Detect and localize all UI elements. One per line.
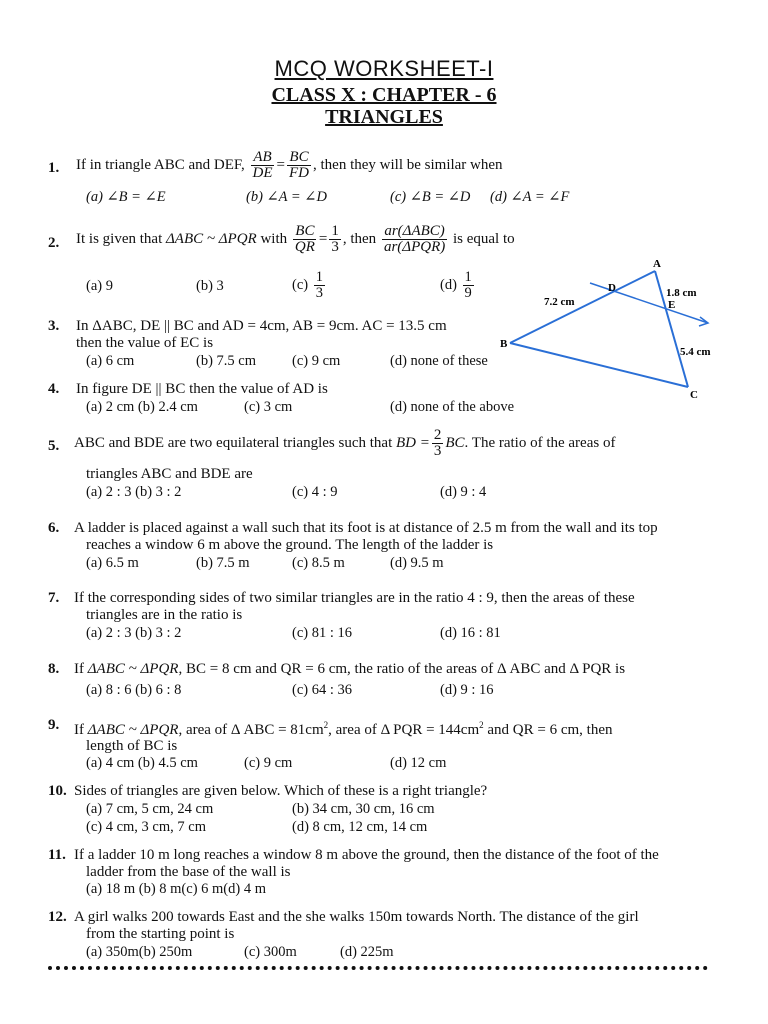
q2-fraction-one-third: [329, 224, 341, 255]
denominator: ar(ΔPQR): [383, 239, 446, 255]
numerator: BC: [295, 223, 315, 239]
q2-fraction-bc-qr: [293, 224, 317, 255]
q5-suffix: . The ratio of the areas of: [464, 435, 616, 451]
option-b: (b) 7.5 m: [196, 555, 250, 571]
q5-bd: BD =: [396, 435, 430, 451]
triangle-figure: [490, 255, 730, 405]
q9-similarity: ΔABC ~ ΔPQR: [87, 722, 179, 738]
option-c: (c) 64 : 36: [292, 682, 352, 698]
option-d: (d) 225m: [340, 944, 394, 960]
question-number: 8.: [48, 661, 60, 677]
q8-suffix: , BC = 8 cm and QR = 6 cm, the ratio of the areas of Δ ABC and Δ PQR is: [178, 661, 626, 677]
q9-area-pqr: , area of Δ PQR = 144cm: [328, 722, 480, 738]
q5-prefix: ABC and BDE are two equilateral triangles such that: [74, 435, 393, 451]
option-d: (d) none of these: [390, 353, 488, 369]
question-7-line-2: triangles are in the ratio is: [86, 607, 243, 623]
numerator: 1: [464, 269, 472, 285]
question-1-text: [76, 150, 503, 181]
question-9-line-1: [74, 717, 613, 739]
q2-with: with: [260, 231, 288, 247]
option-b: (b) ∠A = ∠D: [246, 189, 327, 205]
option-c: (c) 9 cm: [292, 353, 341, 369]
option-a-b: (a) 350m(b) 250m: [86, 944, 193, 960]
option-label: (d): [440, 277, 457, 293]
option-a: (a) 6 cm: [86, 353, 135, 369]
question-12-line-2: from the starting point is: [86, 926, 235, 942]
options: (a) 18 m (b) 8 m(c) 6 m(d) 4 m: [86, 881, 266, 897]
numerator: 1: [331, 223, 339, 239]
question-5-line-1: [74, 428, 615, 459]
option-fraction: [314, 270, 325, 301]
denominator: DE: [252, 165, 273, 181]
question-8-text: [74, 661, 625, 678]
question-2-text: [76, 224, 515, 255]
option-d: (d) 9.5 m: [390, 555, 444, 571]
topic-heading: TRIANGLES: [325, 106, 443, 128]
option-c: (c) 3 cm: [244, 399, 293, 415]
question-number: 9.: [48, 717, 60, 733]
question-4-text: In figure DE || BC then the value of AD is: [76, 381, 328, 397]
q5-fraction-two-thirds: [432, 428, 444, 459]
option-a-b: (a) 8 : 6 (b) 6 : 8: [86, 682, 182, 698]
numerator: ar(ΔABC): [384, 223, 445, 239]
worksheet-title: MCQ WORKSHEET-I: [274, 56, 494, 81]
numerator: 2: [433, 427, 442, 443]
question-number: 3.: [48, 318, 60, 334]
vertex-label-b: B: [500, 338, 508, 350]
question-9-line-2: length of BC is: [86, 738, 178, 754]
superscript: 2: [323, 720, 329, 730]
q2-similarity: ΔABC ~ ΔPQR: [166, 231, 257, 247]
q1-fraction-bc-fd: [287, 150, 311, 181]
option-c: (c) 4 : 9: [292, 484, 338, 500]
q9-area-abc: , area of Δ ABC = 81cm: [178, 722, 324, 738]
question-number: 2.: [48, 235, 60, 251]
option-a: (a) 9: [86, 278, 113, 294]
question-number: 5.: [48, 438, 60, 454]
option-d: (d) ∠A = ∠F: [490, 189, 570, 205]
option-d: (d) 9 : 4: [440, 484, 487, 500]
option-c: (c) 4 cm, 3 cm, 7 cm: [86, 819, 206, 835]
class-chapter-heading: CLASS X : CHAPTER - 6: [271, 84, 497, 106]
option-a: (a) 6.5 m: [86, 555, 139, 571]
option-c: [292, 270, 327, 301]
option-b: (b) 7.5 cm: [196, 353, 256, 369]
q8-similarity: ΔABC ~ ΔPQR: [87, 661, 179, 677]
q2-suffix: is equal to: [452, 231, 515, 247]
q5-bc: BC: [445, 435, 465, 451]
option-b: (b) 34 cm, 30 cm, 16 cm: [292, 801, 435, 817]
option-label: (c): [292, 277, 309, 293]
option-c: (c) 300m: [244, 944, 297, 960]
denominator: 3: [433, 443, 442, 459]
question-number: 6.: [48, 520, 60, 536]
option-a-b: (a) 2 : 3 (b) 3 : 2: [86, 484, 182, 500]
q2-prefix: It is given that: [76, 231, 163, 247]
question-number: 4.: [48, 381, 60, 397]
length-label-ec: 5.4 cm: [680, 346, 711, 358]
side-bc: [510, 343, 688, 387]
option-a: (a) 7 cm, 5 cm, 24 cm: [86, 801, 214, 817]
question-6-line-1: A ladder is placed against a wall such that its foot is at distance of 2.5 m from the wall and its top: [74, 520, 658, 536]
option-b: (b) 3: [196, 278, 224, 294]
length-label-bd: 7.2 cm: [544, 296, 575, 308]
vertex-label-c: C: [690, 389, 698, 401]
numerator: 1: [315, 269, 323, 285]
vertex-label-a: A: [653, 258, 661, 270]
question-11-line-1: If a ladder 10 m long reaches a window 8 m above the ground, then the distance of the foot of the: [74, 847, 659, 863]
q2-fraction-area-ratio: [382, 224, 447, 255]
option-a: (a) ∠B = ∠E: [86, 189, 166, 205]
length-label-ae: 1.8 cm: [666, 287, 697, 299]
question-10-text: Sides of triangles are given below. Which of these is a right triangle?: [74, 783, 488, 799]
option-a-b: (a) 4 cm (b) 4.5 cm: [86, 755, 198, 771]
option-fraction: [463, 270, 474, 301]
question-12-line-1: A girl walks 200 towards East and the she walks 150m towards North. The distance of the girl: [74, 909, 639, 925]
vertex-label-e: E: [668, 299, 676, 311]
option-d: (d) 8 cm, 12 cm, 14 cm: [292, 819, 428, 835]
option-d: (d) 16 : 81: [440, 625, 501, 641]
question-5-line-2: triangles ABC and BDE are: [86, 466, 253, 482]
question-6-line-2: reaches a window 6 m above the ground. The length of the ladder is: [86, 537, 494, 553]
question-number: 10.: [48, 783, 67, 799]
denominator: 3: [331, 239, 339, 255]
question-number: 11.: [48, 847, 66, 863]
question-7-line-1: If the corresponding sides of two similar triangles are in the ratio 4 : 9, then the areas of these: [74, 590, 635, 606]
option-d: [440, 270, 476, 301]
option-a-b: (a) 2 cm (b) 2.4 cm: [86, 399, 198, 415]
numerator: AB: [253, 149, 272, 165]
option-d: (d) 9 : 16: [440, 682, 494, 698]
q8-prefix: If: [74, 661, 84, 677]
numerator: BC: [289, 149, 309, 165]
q2-then: , then: [342, 231, 377, 247]
question-3-line-2: then the value of EC is: [76, 335, 214, 351]
option-c: (c) ∠B = ∠D: [390, 189, 471, 205]
option-d: (d) 12 cm: [390, 755, 447, 771]
question-number: 12.: [48, 909, 67, 925]
question-number: 1.: [48, 160, 60, 176]
option-c: (c) 9 cm: [244, 755, 293, 771]
vertex-label-d: D: [608, 282, 616, 294]
side-ba: [510, 271, 655, 343]
q1-suffix: , then they will be similar when: [313, 157, 503, 173]
equals-sign: =: [276, 157, 285, 173]
q9-prefix: If: [74, 722, 84, 738]
superscript: 2: [479, 720, 484, 730]
question-11-line-2: ladder from the base of the wall is: [86, 864, 291, 880]
dotted-divider: [48, 966, 708, 970]
question-3-line-1: In ΔABC, DE || BC and AD = 4cm, AB = 9cm. AC = 13.5 cm: [76, 318, 447, 334]
denominator: 3: [315, 285, 323, 301]
option-c: (c) 81 : 16: [292, 625, 352, 641]
option-c: (c) 8.5 m: [292, 555, 345, 571]
q9-suffix: and QR = 6 cm, then: [483, 722, 613, 738]
option-d: (d) none of the above: [390, 399, 515, 415]
option-a-b: (a) 2 : 3 (b) 3 : 2: [86, 625, 182, 641]
denominator: FD: [289, 165, 309, 181]
question-number: 7.: [48, 590, 60, 606]
denominator: QR: [294, 239, 315, 255]
q1-prefix: If in triangle ABC and DEF,: [76, 157, 245, 173]
q1-fraction-ab-de: [251, 150, 275, 181]
equals-sign: =: [318, 231, 328, 247]
denominator: 9: [464, 285, 472, 301]
